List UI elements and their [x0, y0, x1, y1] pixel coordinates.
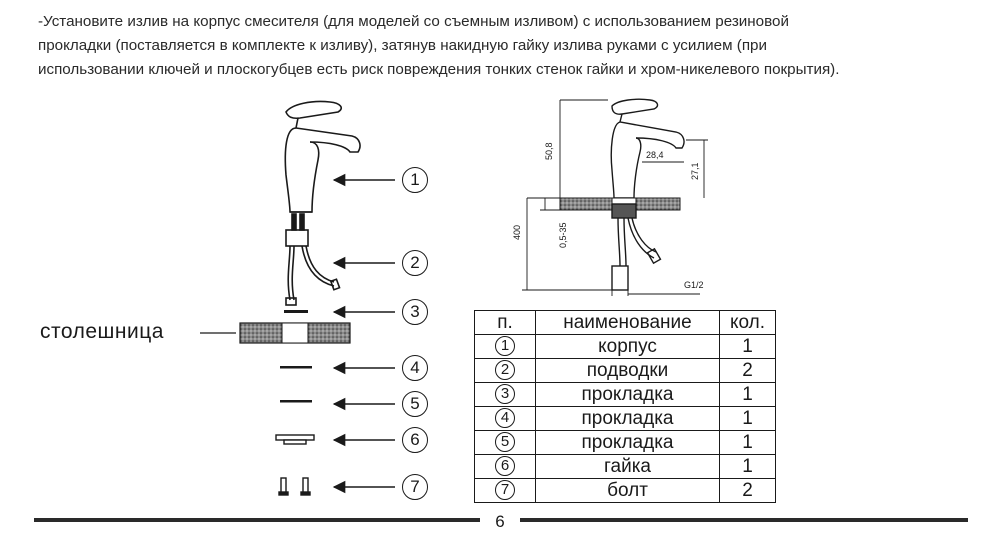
- dim-height-total: 400: [512, 224, 522, 240]
- header-number: п.: [475, 311, 536, 335]
- row-number: 1: [495, 336, 515, 356]
- table-row: [475, 383, 776, 407]
- row-number: 3: [495, 384, 515, 404]
- bolts-7: [279, 478, 310, 495]
- row-name: корпус: [536, 335, 720, 359]
- header-name: наименование: [536, 311, 720, 335]
- dim-counter-thickness: 0,5-35: [558, 222, 568, 248]
- row-name: подводки: [536, 359, 720, 383]
- row-name: прокладка: [536, 383, 720, 407]
- faucet-body: [285, 101, 360, 212]
- row-name: гайка: [536, 455, 720, 479]
- instruction-line-3: использовании ключей и плоскогубцев есть риск повреждения тонких стенок гайки и хром-никелевого покрытия).: [38, 61, 840, 78]
- dimension-faucet: [611, 99, 684, 198]
- row-name: болт: [536, 479, 720, 503]
- table-row: [475, 359, 776, 383]
- row-number: 2: [495, 360, 515, 380]
- row-name: прокладка: [536, 407, 720, 431]
- callout-4: 4: [402, 355, 428, 381]
- callout-1: 1: [402, 167, 428, 193]
- parts-table: [474, 310, 776, 503]
- instruction-line-1: -Установите излив на корпус смесителя (для моделей со съемным изливом) с использованием резиновой: [38, 13, 789, 30]
- row-number: 4: [495, 408, 515, 428]
- countertop: [240, 323, 350, 343]
- table-row: [475, 479, 776, 503]
- instruction-line-2: прокладки (поставляется в комплекте к изливу), затянув накидную гайку излива руками с усилием (при: [38, 37, 767, 54]
- callout-2: 2: [402, 250, 428, 276]
- dimension-hoses: [612, 204, 660, 290]
- page-number: 6: [495, 512, 505, 531]
- row-number: 5: [495, 432, 515, 452]
- parts-table-header: [475, 311, 776, 335]
- row-qty: 1: [720, 455, 776, 479]
- table-row: [475, 407, 776, 431]
- row-qty: 1: [720, 383, 776, 407]
- row-qty: 1: [720, 407, 776, 431]
- row-name: прокладка: [536, 431, 720, 455]
- nut-6: [276, 435, 314, 444]
- gasket-5: [280, 400, 312, 403]
- gasket-3: [284, 310, 308, 313]
- gasket-4: [280, 366, 312, 369]
- callout-5: 5: [402, 391, 428, 417]
- row-qty: 1: [720, 431, 776, 455]
- row-qty: 2: [720, 479, 776, 503]
- table-row: [475, 455, 776, 479]
- header-qty: кол.: [720, 311, 776, 335]
- table-row: [475, 335, 776, 359]
- dim-thread: G1/2: [684, 280, 704, 290]
- dim-spout-reach: 28,4: [646, 150, 664, 160]
- row-qty: 2: [720, 359, 776, 383]
- dim-spout-drop: 27,1: [690, 162, 700, 180]
- row-qty: 1: [720, 335, 776, 359]
- callout-7: 7: [402, 474, 428, 500]
- row-number: 6: [495, 456, 515, 476]
- supply-hoses: [286, 214, 340, 305]
- footer-rule-left: [34, 518, 480, 522]
- dim-height-spout: 50,8: [544, 142, 554, 160]
- footer-rule-right: [520, 518, 968, 522]
- callout-3: 3: [402, 299, 428, 325]
- callout-6: 6: [402, 427, 428, 453]
- table-row: [475, 431, 776, 455]
- row-number: 7: [495, 480, 515, 500]
- countertop-label: столешница: [40, 320, 164, 343]
